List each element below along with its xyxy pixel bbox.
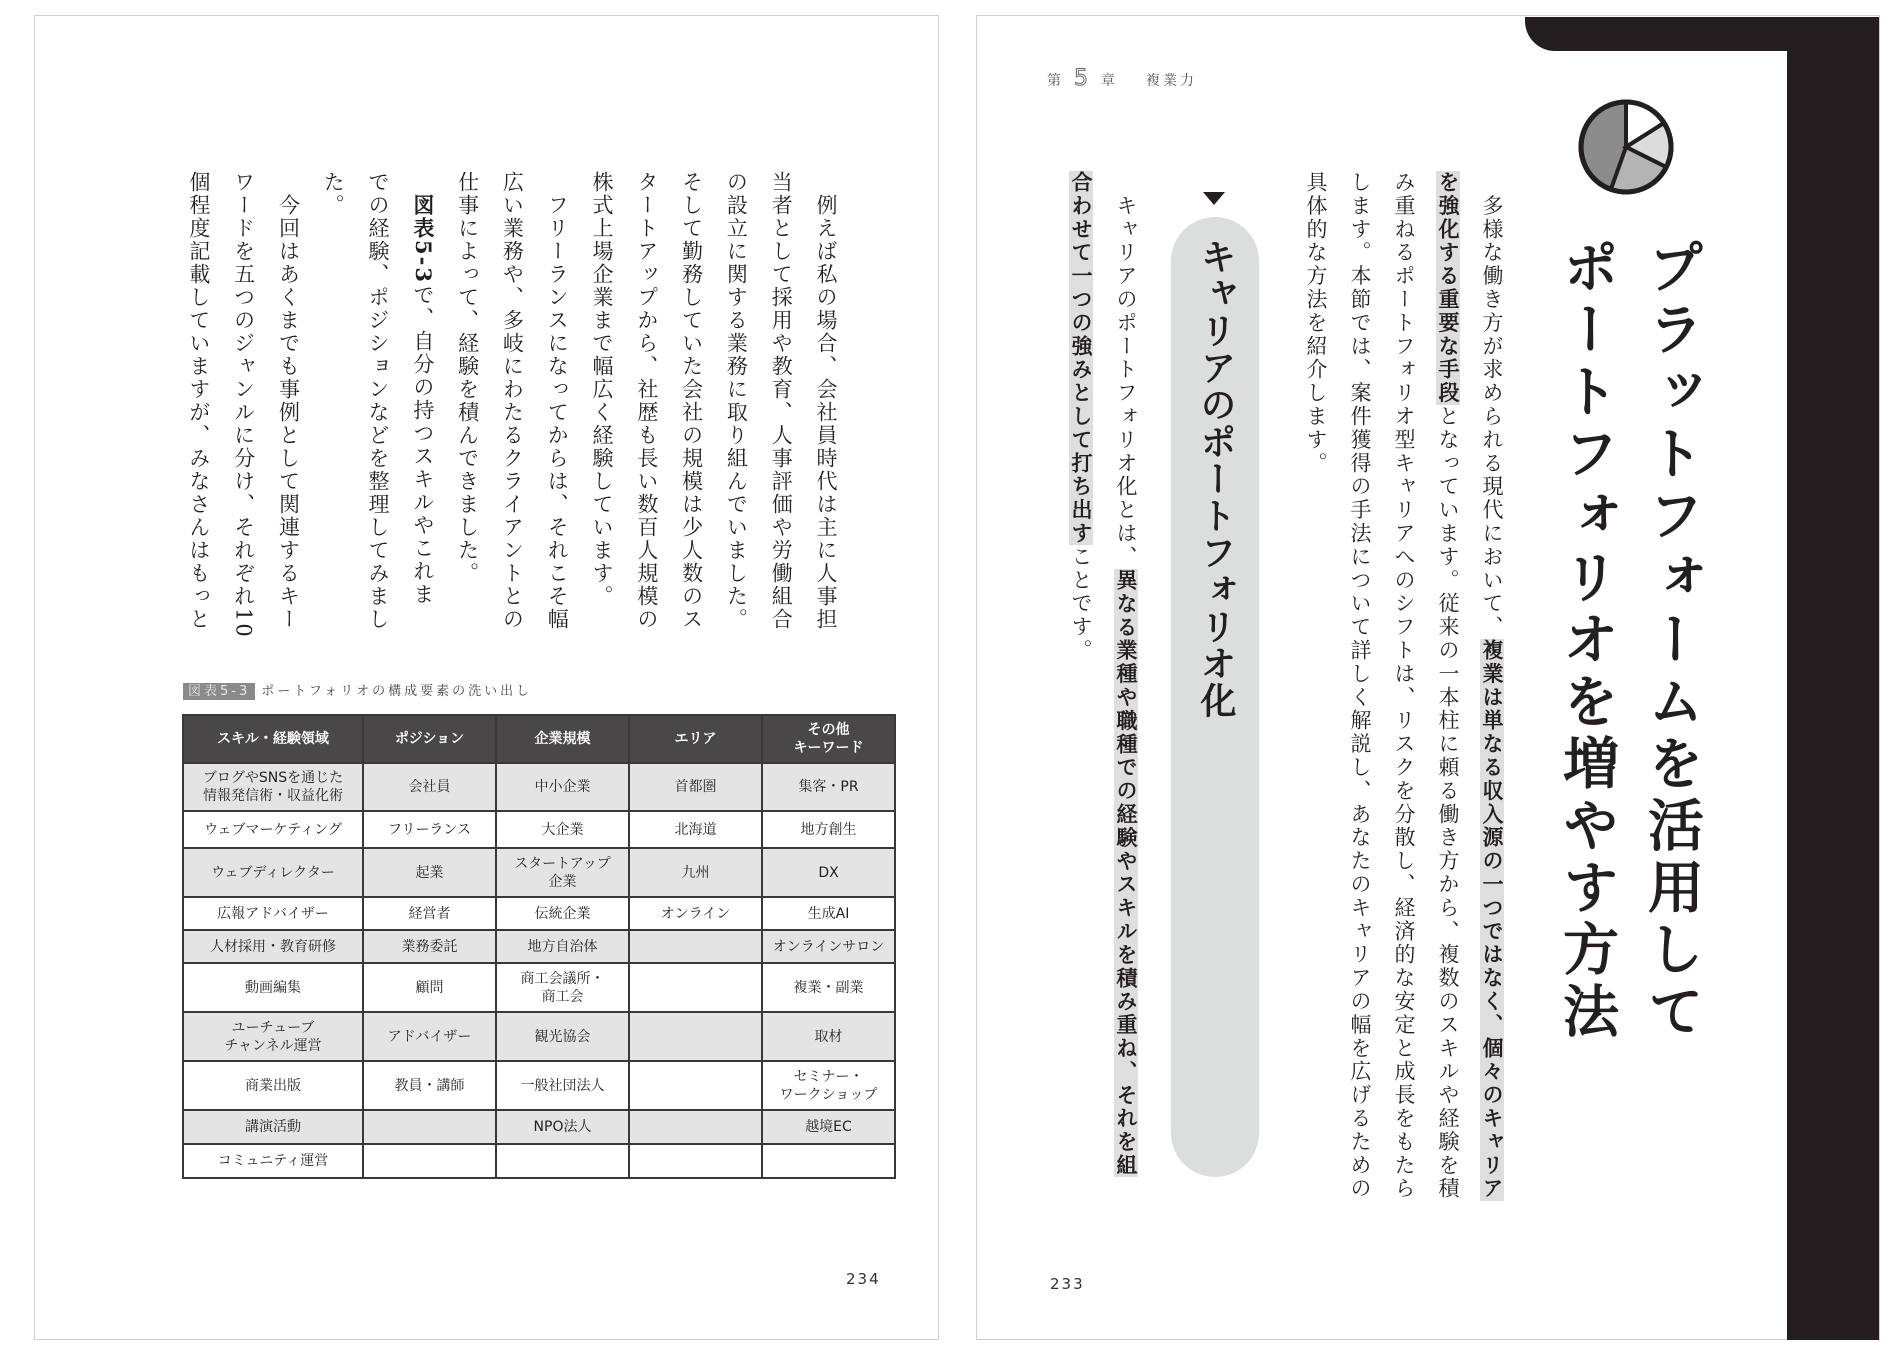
text-segment: た。 xyxy=(321,171,346,217)
table-cell: 北海道 xyxy=(629,811,762,848)
table-row xyxy=(183,1110,895,1144)
text-segment: ことです。 xyxy=(1069,545,1093,663)
table-cell: ウェブディレクター xyxy=(183,848,363,897)
column-header: スキル・経験領域 xyxy=(183,715,363,763)
table-cell: 起業 xyxy=(363,848,496,897)
text-line xyxy=(758,171,803,641)
column-header: エリア xyxy=(629,715,762,763)
table-cell: 観光協会 xyxy=(496,1012,629,1061)
text-line xyxy=(624,171,669,641)
table-cell: 講演活動 xyxy=(183,1110,363,1144)
figure-caption xyxy=(183,680,532,699)
text-segment: み重ねるポートフォリオ型キャリアへのシフトは、リスクを分散し、経済的な安定と成長をもたら xyxy=(1392,171,1416,1201)
text-segment: 多様な働き方が求められる現代において、 xyxy=(1480,171,1504,639)
chapter-number: 5 xyxy=(1074,66,1091,91)
text-line xyxy=(266,171,311,641)
page-number-left: 234 xyxy=(846,1270,881,1288)
page-number-right: 233 xyxy=(1050,1275,1085,1293)
table-cell: 大企業 xyxy=(496,811,629,848)
emphasized-text: を強化する重要な手段 xyxy=(1436,171,1460,405)
table-cell xyxy=(363,1144,496,1178)
emphasized-text: 図表5-3 xyxy=(410,194,436,284)
text-segment: の設立に関する業務に取り組んでいました。 xyxy=(724,171,749,631)
table-cell: フリーランス xyxy=(363,811,496,848)
chapter-prefix: 第 xyxy=(1047,73,1064,89)
column-header: ポジション xyxy=(363,715,496,763)
table-row xyxy=(183,1144,895,1178)
text-line xyxy=(579,171,624,641)
table-row xyxy=(183,963,895,1012)
text-segment: での経験、ポジションなどを整理してみまし xyxy=(366,171,391,631)
table-cell: 地方自治体 xyxy=(496,930,629,963)
emphasized-text: 複業は単なる収入源の一つではなく、個々のキャリア xyxy=(1480,639,1504,1201)
table-cell xyxy=(629,1012,762,1061)
table-cell: スタートアップ 企業 xyxy=(496,848,629,897)
text-line xyxy=(400,171,445,641)
running-head xyxy=(1047,66,1197,91)
text-line xyxy=(1058,171,1103,1181)
table-cell: ブログやSNSを通じた 情報発信術・収益化術 xyxy=(183,763,363,811)
table-cell xyxy=(629,1061,762,1110)
text-segment: となっています。従来の一本柱に頼る働き方から、複数のスキルや経験を積 xyxy=(1436,405,1460,1201)
pie-chart-icon xyxy=(1576,97,1676,197)
text-segment: ワードを五つのジャンルに分け、それぞれ10 xyxy=(231,171,256,639)
table-row xyxy=(183,1061,895,1110)
section-heading: キャリアのポートフォリオ化 xyxy=(1195,238,1236,719)
chapter-suffix: 章 xyxy=(1101,73,1118,89)
table-row xyxy=(183,848,895,897)
text-segment xyxy=(411,171,435,194)
table-cell xyxy=(629,1110,762,1144)
table-header-row xyxy=(183,715,895,763)
emphasized-text: 異なる業種や職種での経験やスキルを積み重ね、それを組 xyxy=(1114,568,1138,1178)
text-segment: 例えば私の場合、会社員時代は主に人事担 xyxy=(814,171,838,631)
text-line xyxy=(534,171,579,641)
table-cell: 会社員 xyxy=(363,763,496,811)
table-row xyxy=(183,930,895,963)
text-line xyxy=(445,171,490,641)
table-cell: DX xyxy=(762,848,895,897)
text-line xyxy=(355,171,400,641)
table-cell xyxy=(629,963,762,1012)
table-cell: 九州 xyxy=(629,848,762,897)
decorative-bar-side xyxy=(1787,17,1879,1340)
text-line xyxy=(310,171,355,641)
table-row xyxy=(183,897,895,930)
text-segment: 今回はあくまでも事例として関連するキー xyxy=(276,171,301,631)
text-line xyxy=(490,171,535,641)
table-cell: 複業・副業 xyxy=(762,963,895,1012)
text-segment: フリーランスになってからは、それこそ幅 xyxy=(545,171,570,631)
intro-body-text xyxy=(1294,171,1514,1201)
chapter-section-title-line-2: ポートフォリオを増やす方法 xyxy=(1554,238,1619,1044)
left-body-text xyxy=(176,171,848,641)
decorative-bar-top xyxy=(1525,17,1825,51)
text-line xyxy=(221,171,266,641)
text-line xyxy=(1294,171,1338,1181)
table-row xyxy=(183,763,895,811)
portfolio-table xyxy=(182,714,896,1179)
text-line xyxy=(1103,171,1148,1181)
table-cell xyxy=(629,1144,762,1178)
table-cell: 商工会議所・ 商工会 xyxy=(496,963,629,1012)
figure-title: ポートフォリオの構成要素の洗い出し xyxy=(261,684,533,699)
table-cell xyxy=(629,930,762,963)
section-body-text xyxy=(1058,171,1148,1181)
table-cell: 教員・講師 xyxy=(363,1061,496,1110)
text-segment: タートアップから、社歴も長い数百人規模の xyxy=(634,171,659,631)
text-line xyxy=(669,171,714,641)
table-cell: 越境EC xyxy=(762,1110,895,1144)
table-cell: 首都圏 xyxy=(629,763,762,811)
table-cell: オンライン xyxy=(629,897,762,930)
table-cell: 動画編集 xyxy=(183,963,363,1012)
table-cell: 中小企業 xyxy=(496,763,629,811)
text-line xyxy=(714,171,759,641)
table-cell xyxy=(363,1110,496,1144)
text-line xyxy=(176,171,221,641)
emphasized-text: 合わせて一つの強みとして打ち出す xyxy=(1069,171,1093,546)
table-cell: コミュニティ運営 xyxy=(183,1144,363,1178)
table-cell: ウェブマーケティング xyxy=(183,811,363,848)
table-cell: 広報アドバイザー xyxy=(183,897,363,930)
chapter-section-title-line-1: プラットフォームを活用して xyxy=(1639,238,1704,1044)
text-segment: 個程度記載していますが、みなさんはもっと xyxy=(186,171,211,631)
table-cell: 地方創生 xyxy=(762,811,895,848)
table-cell: 商業出版 xyxy=(183,1061,363,1110)
text-segment: 当者として採用や教育、人事評価や労働組合 xyxy=(769,171,794,631)
text-line xyxy=(1426,171,1470,1201)
text-segment: 仕事によって、経験を積んできました。 xyxy=(455,171,480,585)
table-cell: 業務委託 xyxy=(363,930,496,963)
figure-tag: 図表5-3 xyxy=(183,683,255,700)
table-cell: セミナー・ ワークショップ xyxy=(762,1061,895,1110)
table-cell: ユーチューブ チャンネル運営 xyxy=(183,1012,363,1061)
table-cell: NPO法人 xyxy=(496,1110,629,1144)
table-cell: 生成AI xyxy=(762,897,895,930)
text-segment: 株式上場企業まで幅広く経験しています。 xyxy=(590,171,615,608)
text-line xyxy=(1382,171,1426,1201)
table-cell xyxy=(496,1144,629,1178)
table-cell xyxy=(762,1144,895,1178)
chapter-title: 複業力 xyxy=(1146,73,1197,89)
text-line xyxy=(803,171,848,641)
text-segment: 広い業務や、多岐にわたるクライアントとの xyxy=(500,171,525,631)
table-cell: 経営者 xyxy=(363,897,496,930)
text-line xyxy=(1338,171,1382,1201)
table-cell: オンラインサロン xyxy=(762,930,895,963)
column-header: その他 キーワード xyxy=(762,715,895,763)
table-row xyxy=(183,1012,895,1061)
table-cell: アドバイザー xyxy=(363,1012,496,1061)
table-cell: 顧問 xyxy=(363,963,496,1012)
text-segment: そして勤務していた会社の規模は少人数のス xyxy=(679,171,704,631)
text-segment: で、自分の持つスキルやこれま xyxy=(410,283,435,606)
table-row xyxy=(183,811,895,848)
table-cell: 一般社団法人 xyxy=(496,1061,629,1110)
table-cell: 伝統企業 xyxy=(496,897,629,930)
table-cell: 取材 xyxy=(762,1012,895,1061)
text-segment: キャリアのポートフォリオ化とは、 xyxy=(1114,171,1138,569)
table-cell: 集客・PR xyxy=(762,763,895,811)
column-header: 企業規模 xyxy=(496,715,629,763)
text-segment: します。本節では、案件獲得の手法について詳しく解説し、あなたのキャリアの幅を広げるための xyxy=(1348,171,1372,1201)
text-segment: 具体的な方法を紹介します。 xyxy=(1304,171,1328,476)
triangle-marker-icon xyxy=(1203,192,1225,205)
table-cell: 人材採用・教育研修 xyxy=(183,930,363,963)
text-line xyxy=(1470,171,1514,1201)
